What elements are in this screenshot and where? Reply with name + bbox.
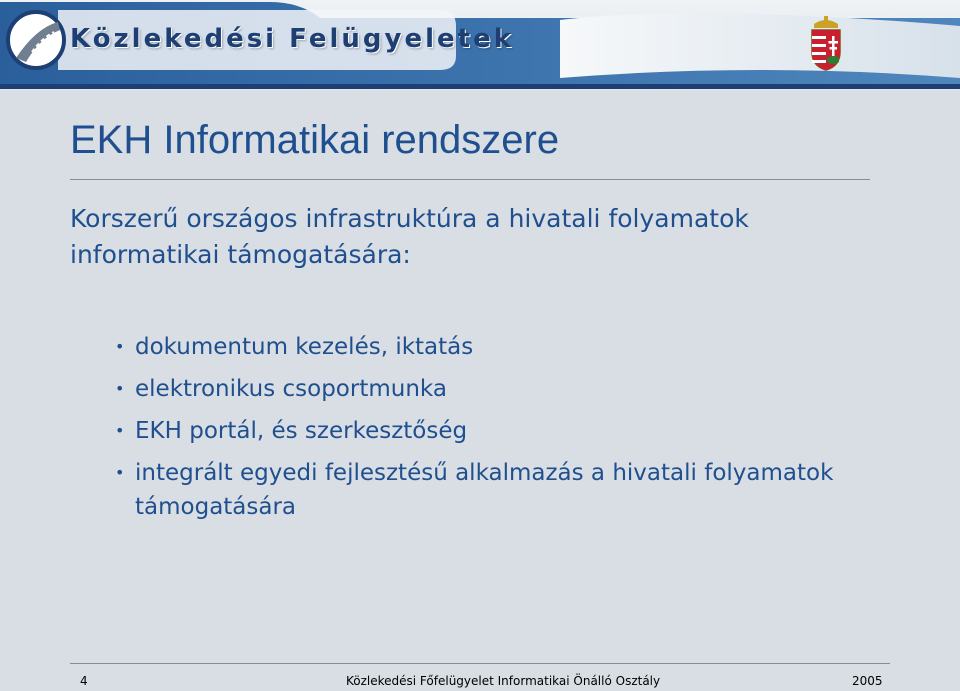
slide-title: EKH Informatikai rendszere	[70, 118, 560, 162]
bullet-list	[115, 330, 915, 532]
bullet-text: elektronikus csoportmunka	[135, 376, 447, 402]
organization-wordmark: Közlekedési Felügyeletek	[70, 24, 514, 54]
bullet-text: integrált egyedi fejlesztésű alkalmazás a hivatali folyamatok támogatására	[135, 460, 834, 520]
road-logo-icon	[6, 8, 66, 72]
bullet-item	[115, 414, 915, 448]
footer-year: 2005	[852, 674, 883, 688]
bullet-item	[115, 456, 915, 524]
bullet-dot-icon: •	[115, 463, 125, 482]
bullet-item	[115, 372, 915, 406]
header-banner	[0, 0, 960, 90]
bullet-item	[115, 330, 915, 364]
bullet-text: EKH portál, és szerkesztőség	[135, 418, 468, 444]
bullet-text: dokumentum kezelés, iktatás	[135, 334, 474, 360]
bullet-dot-icon: •	[115, 337, 125, 356]
bullet-dot-icon: •	[115, 421, 125, 440]
intro-paragraph: Korszerű országos infrastruktúra a hivatali folyamatok informatikai támogatására:	[70, 204, 749, 269]
footer-divider	[70, 663, 890, 664]
hungarian-crest-icon	[808, 16, 844, 72]
title-divider	[70, 179, 870, 180]
footer-organization: Közlekedési Főfelügyelet Informatikai Önálló Osztály	[346, 674, 661, 688]
bullet-dot-icon: •	[115, 379, 125, 398]
page-number: 4	[80, 674, 88, 688]
